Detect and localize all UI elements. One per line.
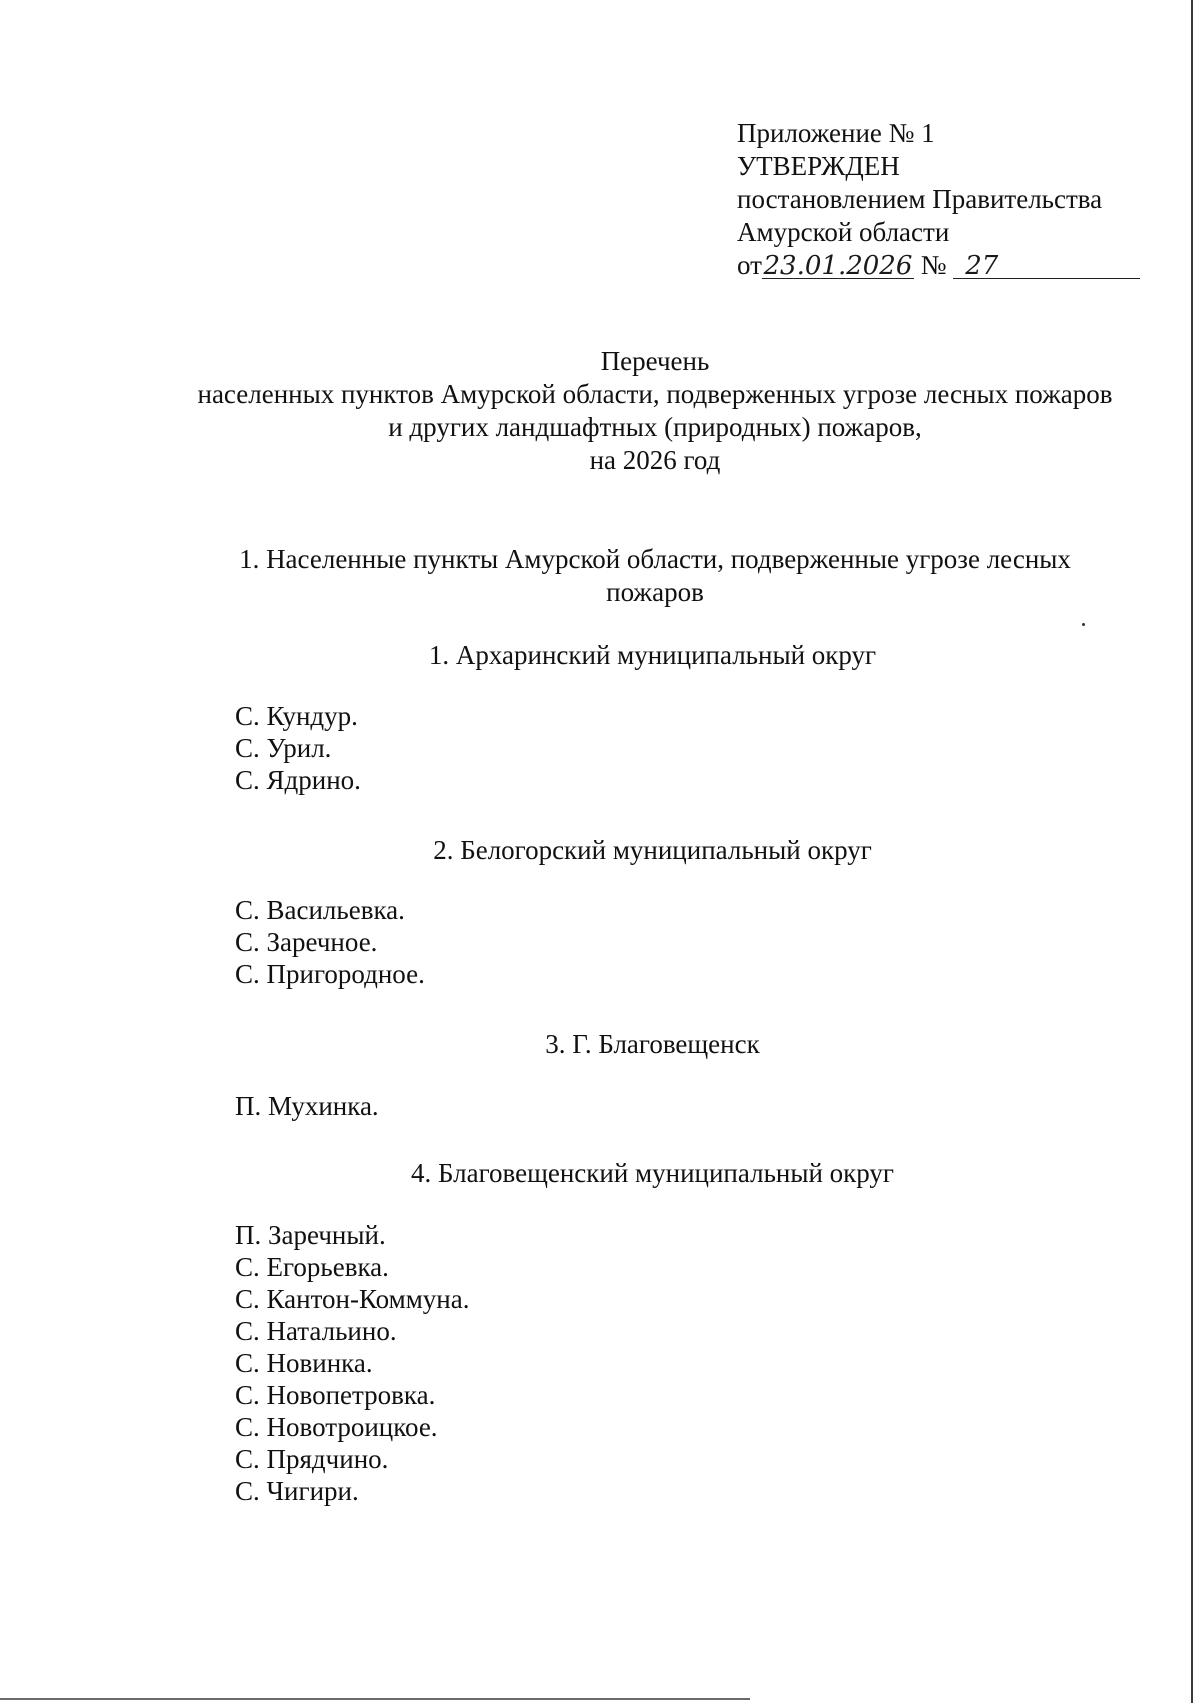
settlement-item: С. Васильевка.: [235, 895, 405, 925]
settlement-item: С. Новинка.: [235, 1348, 373, 1378]
document-title: [0, 345, 1200, 477]
settlement-item: С. Новотроицкое.: [235, 1412, 438, 1442]
district-heading: 1. Архаринский муниципальный округ: [428, 640, 877, 670]
district-heading: 4. Благовещенский муниципальный округ: [410, 1158, 895, 1188]
title-line-3: и других ландшафтных (природных) пожаров,: [388, 412, 922, 442]
number-sign: №: [920, 250, 947, 280]
decree-date-line: [737, 249, 1177, 282]
settlement-item: С. Прядчино.: [235, 1444, 389, 1474]
settlement-item: П. Мухинка.: [235, 1091, 379, 1121]
district-heading: 3. Г. Благовещенск: [545, 1029, 760, 1059]
settlement-list: [235, 894, 425, 990]
settlement-item: С. Урил.: [235, 733, 332, 763]
settlement-item: С. Ядрино.: [235, 765, 361, 795]
settlement-item: С. Натальино.: [235, 1316, 397, 1346]
appendix-block: [737, 117, 1177, 282]
settlement-item: П. Заречный.: [235, 1220, 386, 1250]
scan-edge-bottom: [0, 1698, 750, 1700]
settlement-item: С. Пригородное.: [235, 959, 425, 989]
decree-number: 27: [953, 254, 1140, 279]
date-prefix: от: [737, 250, 762, 280]
approved-by: постановлением Правительства: [737, 184, 1103, 214]
settlement-item: С. Кантон-Коммуна.: [235, 1284, 470, 1314]
title-line-1: Перечень: [600, 346, 710, 376]
settlement-list: [235, 1219, 469, 1507]
scan-speck: [1082, 623, 1085, 626]
settlement-item: С. Заречное.: [235, 927, 378, 957]
approved-region: Амурской области: [737, 217, 950, 247]
title-line-2: населенных пунктов Амурской области, подверженных угрозе лесных пожаров: [197, 379, 1113, 409]
settlement-item: С. Егорьевка.: [235, 1252, 389, 1282]
district-heading: 2. Белогорский муниципальный округ: [433, 835, 872, 865]
appendix-number: Приложение № 1: [737, 118, 935, 148]
approved-label: УТВЕРЖДЕН: [737, 151, 900, 181]
decree-date: 23.01.2026: [763, 251, 913, 281]
settlement-item: С. Кундур.: [235, 701, 358, 731]
settlement-item: С. Чигири.: [235, 1476, 359, 1506]
settlement-list: [235, 700, 361, 796]
settlement-item: С. Новопетровка.: [235, 1380, 436, 1410]
section-heading: 1. Населенные пункты Амурской области, подверженные угрозе лесных пожаров: [239, 544, 1071, 607]
title-line-4: на 2026 год: [589, 445, 721, 475]
settlement-list: [235, 1090, 379, 1122]
